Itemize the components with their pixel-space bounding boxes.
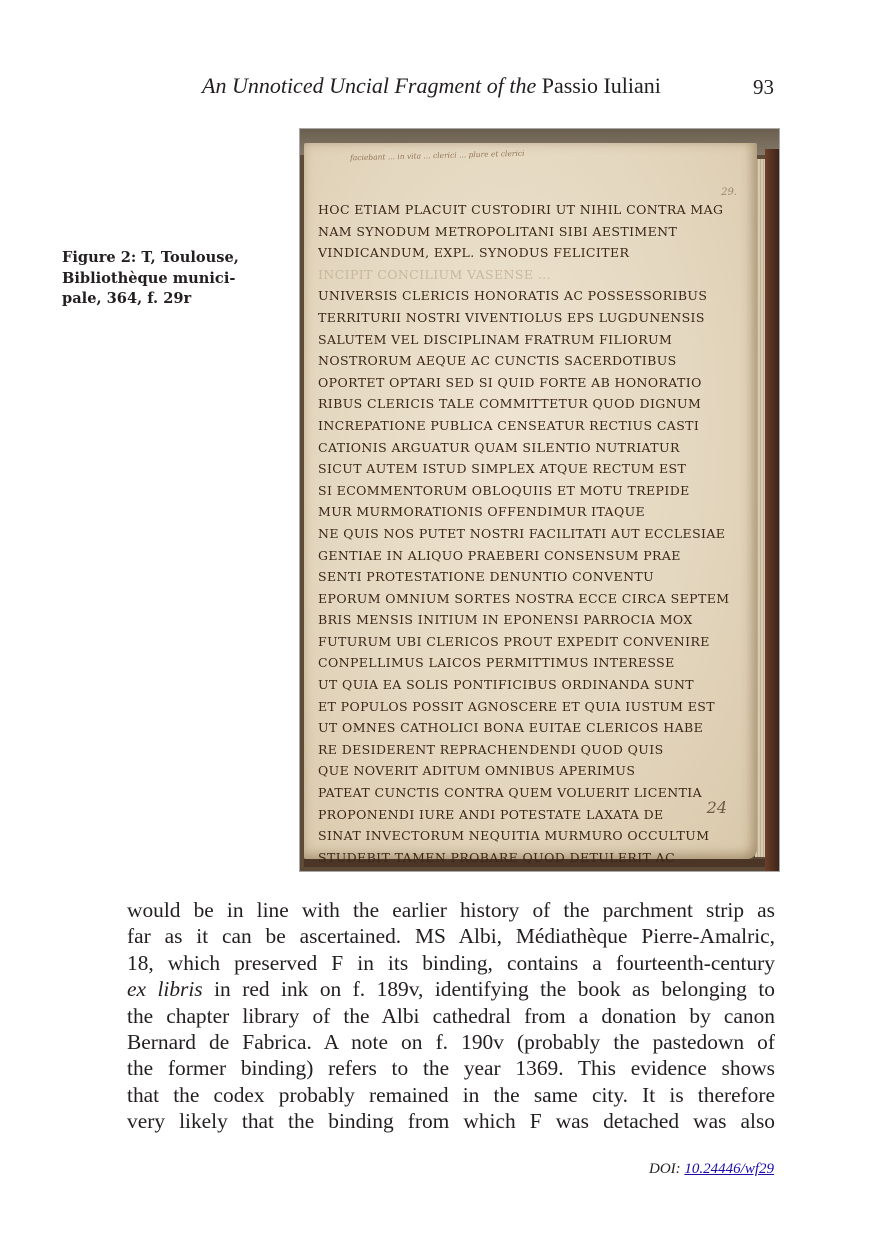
- manuscript-line: UNIVERSIS CLERICIS HONORATIS AC POSSESSORIBUS: [318, 288, 708, 304]
- figure-caption-line: pale, 364, f. 29r: [62, 290, 192, 307]
- manuscript-line: OPORTET OPTARI SED SI QUID FORTE AB HONORATIO: [318, 374, 702, 390]
- parchment-page: [304, 143, 757, 865]
- body-line: Bernard de Fabrica. A note on f. 190v (probably the pastedown of: [127, 1029, 775, 1054]
- running-head-title-roman: Passio Iuliani: [541, 73, 661, 98]
- manuscript-line: RE DESIDERENT REPRACHENDENDI QUOD QUIS: [318, 741, 664, 757]
- running-head-title: [202, 73, 661, 99]
- manuscript-line: UT OMNES CATHOLICI BONA EUITAE CLERICOS HABE: [318, 720, 704, 736]
- manuscript-line: SINAT INVECTORUM NEQUITIA MURMURO OCCULTUM: [318, 828, 710, 844]
- manuscript-line: SENTI PROTESTATIONE DENUNTIO CONVENTU: [318, 569, 655, 585]
- manuscript-line: NAM SYNODUM METROPOLITANI SIBI AESTIMENT: [318, 223, 678, 239]
- body-paragraph: [127, 897, 775, 1135]
- manuscript-figure-image: [299, 128, 780, 872]
- manuscript-line: QUE NOVERIT ADITUM OMNIBUS APERIMUS: [318, 763, 636, 779]
- body-line: that the codex probably remained in the same city. It is therefore: [127, 1082, 775, 1107]
- body-line: very likely that the binding from which F was detached was also: [127, 1109, 775, 1134]
- manuscript-line: HOC ETIAM PLACUIT CUSTODIRI UT NIHIL CONTRA MAG: [318, 202, 724, 217]
- manuscript-line: TERRITURII NOSTRI VIVENTIOLUS EPS LUGDUNENSIS: [318, 309, 705, 325]
- manuscript-line: CONPELLIMUS LAICOS PERMITTIMUS INTERESSE: [318, 655, 675, 671]
- manuscript-line: SI ECOMMENTORUM OBLOQUIIS ET MOTU TREPIDE: [318, 482, 690, 498]
- body-line: the chapter library of the Albi cathedral from a donation by canon: [127, 1003, 775, 1028]
- manuscript-line: NOSTRORUM AEQUE AC CUNCTIS SACERDOTIBUS: [318, 353, 677, 369]
- folio-number: 29.: [721, 187, 737, 198]
- doi-link[interactable]: 10.24446/wf29: [684, 1161, 774, 1177]
- manuscript-line: BRIS MENSIS INITIUM IN EPONENSI PARROCIA MOX: [318, 612, 693, 628]
- figure-caption-line: Figure 2: T, Toulouse,: [62, 249, 239, 266]
- manuscript-line: PATEAT CUNCTIS CONTRA QUEM VOLUERIT LICENTIA: [318, 785, 703, 801]
- manuscript-line: RIBUS CLERICIS TALE COMMITTETUR QUOD DIGNUM: [318, 396, 702, 412]
- marginal-note: faciebant ... in vita ... clerici ... plure et clerici: [349, 148, 525, 163]
- manuscript-line: MUR MURMORATIONIS OFFENDIMUR ITAQUE: [318, 504, 646, 520]
- figure-caption-line: Bibliothèque munici-: [62, 269, 236, 287]
- manuscript-line: STUDEBIT TAMEN PROBARE QUOD DETULERIT AC: [318, 849, 676, 865]
- body-line: the former binding) refers to the year 1369. This evidence shows: [127, 1056, 775, 1081]
- manuscript-line: SALUTEM VEL DISCIPLINAM FRATRUM FILIORUM: [318, 331, 673, 347]
- manuscript-line: VINDICANDUM, EXPL. SYNODUS FELICITER: [318, 245, 630, 261]
- manuscript-line: CATIONIS ARGUATUR QUAM SILENTIO NUTRIATUR: [318, 439, 680, 455]
- running-head: [200, 70, 780, 104]
- manuscript-text: [318, 199, 738, 872]
- manuscript-line: FUTURUM UBI CLERICOS PROUT EXPEDIT CONVENIRE: [318, 633, 710, 649]
- manuscript-line: NE QUIS NOS PUTET NOSTRI FACILITATI AUT ECCLESIAE: [318, 525, 726, 541]
- book-spine: [765, 149, 779, 871]
- doi-label: DOI:: [649, 1161, 681, 1177]
- running-head-title-italic: An Unnoticed Uncial Fragment of the: [202, 73, 537, 98]
- manuscript-line: GENTIAE IN ALIQUO PRAEBERI CONSENSUM PRAE: [318, 547, 681, 563]
- manuscript-line: SICUT AUTEM ISTUD SIMPLEX ATQUE RECTUM EST: [318, 461, 687, 477]
- body-line: far as it can be ascertained. MS Albi, Médiathèque Pierre-Amalric,: [127, 924, 775, 949]
- manuscript-line: ET POPULOS POSSIT AGNOSCERE ET QUIA IUSTUM EST: [318, 698, 715, 714]
- manuscript-line: EPORUM OMNIUM SORTES NOSTRA ECCE CIRCA SEPTEM: [318, 590, 730, 606]
- manuscript-line: INCREPATIONE PUBLICA CENSEATUR RECTIUS CASTI: [318, 417, 700, 433]
- manuscript-line: PROPONENDI IURE ANDI POTESTATE LAXATA DE: [318, 806, 664, 822]
- manuscript-line: [318, 868, 738, 872]
- body-line: [127, 976, 775, 1002]
- figure-caption: [62, 248, 272, 310]
- body-line: 18, which preserved F in its binding, contains a fourteenth-century: [127, 950, 775, 975]
- manuscript-line: UT QUIA EA SOLIS PONTIFICIBUS ORDINANDA SUNT: [318, 677, 695, 693]
- manuscript-line-faint: INCIPIT CONCILIUM VASENSE ...: [318, 266, 551, 282]
- body-line: would be in line with the earlier history of the parchment strip as: [127, 898, 775, 922]
- doi-footer: [649, 1161, 774, 1178]
- page-number: 93: [753, 75, 774, 99]
- ex-libris-italic: ex libris: [127, 977, 203, 1002]
- folio-marker: 24: [706, 798, 727, 817]
- body-line-rest: in red ink on f. 189v, identifying the book as belonging to: [202, 977, 775, 1002]
